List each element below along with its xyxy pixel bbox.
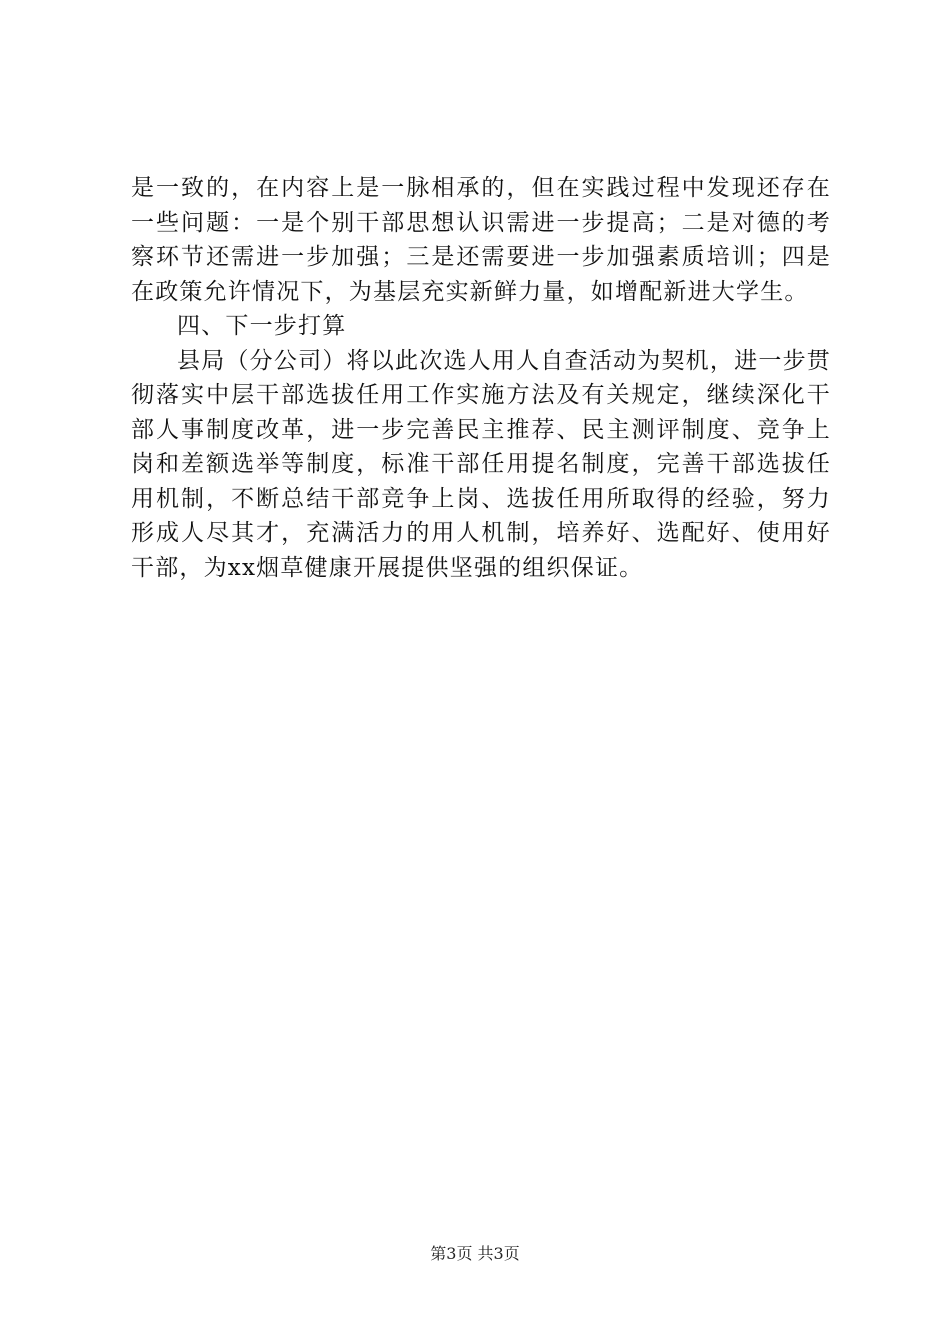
- section-heading: 四、下一步打算: [177, 313, 347, 339]
- paragraph-continuation: 是一致的，在内容上是一脉相承的，但在实践过程中发现还存在一些问题：一是个别干部思想认识需进一步提高；二是对德的考察环节还需进一步加强；三是还需要进一步加强素质培训；四是在政策允许情况下，为基层充实新鲜力量，如增配新进大学生。: [131, 175, 831, 305]
- page-footer: 第3页 共3页: [430, 1244, 520, 1263]
- document-body: [131, 171, 831, 585]
- paragraph-next-steps: 县局（分公司）将以此次选人用人自查活动为契机，进一步贯彻落实中层干部选拔任用工作实施方法及有关规定，继续深化干部人事制度改革，进一步完善民主推荐、民主测评制度、竞争上岗和差额选举等制度，标准干部任用提名制度，完善干部选拔任用机制，不断总结干部竞争上岗、选拔任用所取得的经验，努力形成人尽其才，充满活力的用人机制，培养好、选配好、使用好干部，为xx烟草健康开展提供坚强的组织保证。: [131, 347, 831, 581]
